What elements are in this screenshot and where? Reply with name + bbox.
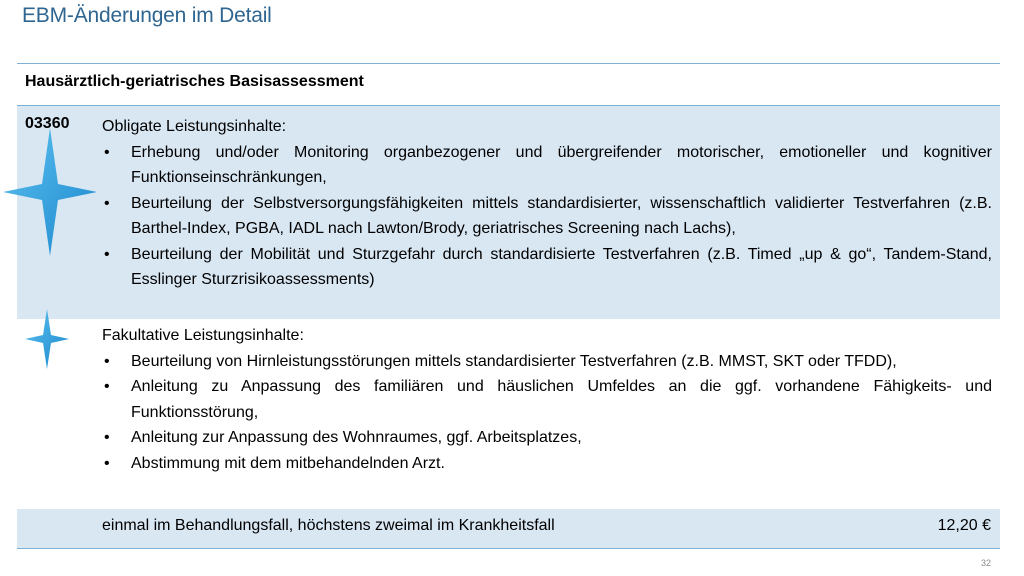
- obligate-heading: Obligate Leistungsinhalte:: [102, 118, 287, 135]
- fakultativ-heading: Fakultative Leistungsinhalte:: [102, 327, 304, 344]
- fakultativ-row: [17, 319, 1000, 509]
- four-point-star-icon: [3, 128, 97, 256]
- list-item: • Beurteilung der Selbstversorgungsfähigkeiten mittels standardisierter, wissenschaftlich validierter Testverfahren (z.B. Barthel-Index, PGBA, IADL nach Lawton/Brody, geriatrisches Screening nach Lachs),: [102, 191, 992, 242]
- fakultativ-content: [102, 323, 992, 476]
- ebm-table: [17, 63, 1000, 549]
- billing-frequency: einmal im Behandlungsfall, höchstens zweimal im Krankheitsfall: [102, 517, 555, 534]
- table-header-title: Hausärztlich-geriatrisches Basisassessment: [25, 73, 364, 90]
- price-row: [17, 509, 1000, 549]
- obligate-list: [102, 140, 992, 293]
- fakultativ-list: [102, 349, 992, 477]
- four-point-star-icon: [25, 309, 69, 369]
- list-item: • Anleitung zu Anpassung des familiären und häuslichen Umfeldes an die ggf. vorhandene Fähigkeits- und Funktionsstörung,: [102, 374, 992, 425]
- obligate-content: [102, 114, 992, 293]
- price-value: 12,20 €: [937, 517, 991, 534]
- page-number: 32: [980, 558, 991, 568]
- table-header-row: [17, 64, 1000, 106]
- list-item: • Abstimmung mit dem mitbehandelnden Arzt.: [102, 451, 992, 477]
- slide-title: EBM-Änderungen im Detail: [22, 4, 272, 27]
- list-item: • Anleitung zur Anpassung des Wohnraumes, ggf. Arbeitsplatzes,: [102, 425, 992, 451]
- list-item: • Beurteilung der Mobilität und Sturzgefahr durch standardisierte Testverfahren (z.B. Timed „up & go“, Tandem-Stand, Esslinger Sturzrisikoassessments): [102, 242, 992, 293]
- list-item: • Erhebung und/oder Monitoring organbezogener und übergreifender motorischer, emotioneller und kognitiver Funktionseinschränkungen,: [102, 140, 992, 191]
- gop-code: 03360: [25, 115, 70, 132]
- list-item: • Beurteilung von Hirnleistungsstörungen mittels standardisierter Testverfahren (z.B. MMST, SKT oder TFDD),: [102, 349, 992, 375]
- obligate-row: [17, 106, 1000, 319]
